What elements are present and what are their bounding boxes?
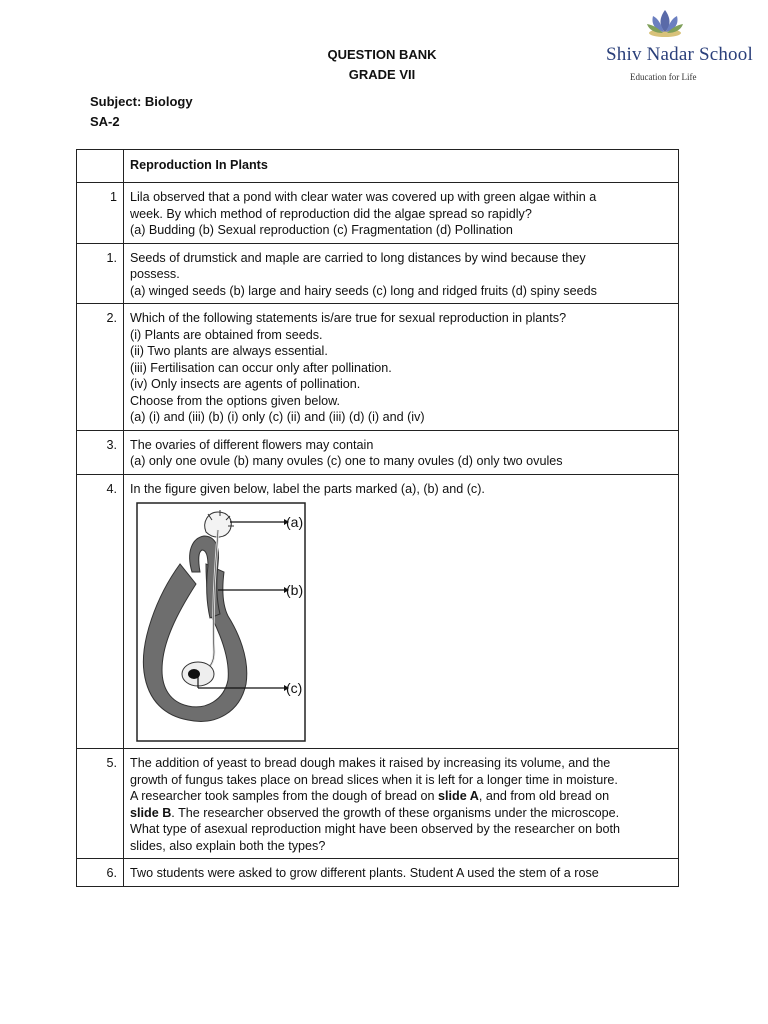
- question-line: (ii) Two plants are always essential.: [130, 344, 328, 358]
- question-line: In the figure given below, label the parts marked (a), (b) and (c).: [130, 481, 485, 496]
- pistil-figure: [136, 502, 306, 742]
- question-number: 6.: [77, 859, 124, 887]
- question-row: [77, 749, 679, 859]
- question-line: (a) winged seeds (b) large and hairy seeds (c) long and ridged fruits (d) spiny seeds: [130, 283, 597, 298]
- question-line: What type of asexual reproduction might have been observed by the researcher on both: [130, 822, 621, 836]
- question-line: (i) Plants are obtained from seeds.: [130, 327, 323, 342]
- question-number: 5.: [77, 749, 124, 859]
- page-title: QUESTION BANK: [327, 47, 437, 62]
- question-row: [77, 430, 679, 474]
- question-row: [77, 304, 679, 431]
- question-line: (a) Budding (b) Sexual reproduction (c) Fragmentation (d) Pollination: [130, 223, 513, 237]
- question-line: (a) (i) and (iii) (b) (i) only (c) (ii) and (iii) (d) (i) and (iv): [130, 410, 425, 424]
- question-line: Two students were asked to grow different plants. Student A used the stem of a rose: [130, 866, 599, 880]
- question-row: [77, 183, 679, 244]
- question-line: Seeds of drumstick and maple are carried to long distances by wind because they: [130, 250, 586, 265]
- figure-label-b: (b): [286, 582, 304, 598]
- question-line: The ovaries of different flowers may contain: [130, 437, 374, 452]
- question-line: [130, 788, 672, 805]
- question-row: [77, 859, 679, 887]
- question-text: [124, 474, 679, 749]
- term-label: SA-2: [90, 114, 120, 129]
- question-line: [130, 805, 672, 822]
- question-text: [124, 430, 679, 474]
- number-cell: [77, 150, 124, 183]
- pistil-diagram: [136, 502, 306, 742]
- question-line: The addition of yeast to bread dough makes it raised by increasing its volume, and the: [130, 756, 611, 770]
- grade-heading: GRADE VII: [348, 67, 416, 82]
- question-line: growth of fungus takes place on bread slices when it is left for a longer time in moisture.: [130, 772, 618, 787]
- question-line: Which of the following statements is/are true for sexual reproduction in plants?: [130, 311, 567, 325]
- table-header-row: [77, 150, 679, 183]
- question-number: 1.: [77, 243, 124, 304]
- question-line: slides, also explain both the types?: [130, 838, 326, 853]
- question-row: [77, 474, 679, 749]
- slide-a-label: slide A: [438, 789, 479, 803]
- slide-b-label: slide B: [130, 805, 172, 820]
- question-text: [124, 304, 679, 431]
- school-tagline: Education for Life: [630, 72, 697, 82]
- question-line: possess.: [130, 267, 180, 281]
- figure-label-a: (a): [286, 514, 304, 530]
- text-run: A researcher took samples from the dough of bread on: [130, 789, 439, 803]
- subject-label: Subject: Biology: [90, 94, 193, 109]
- school-logo: [603, 6, 753, 86]
- question-line: Choose from the options given below.: [130, 393, 341, 408]
- question-text: [124, 749, 679, 859]
- question-line: (iii) Fertilisation can occur only after pollination.: [130, 360, 392, 375]
- question-number: 1: [77, 183, 124, 244]
- question-line: (iv) Only insects are agents of pollination.: [130, 377, 361, 391]
- school-name: Shiv Nadar School: [606, 44, 753, 65]
- lotus-icon: [603, 6, 733, 46]
- question-text: [124, 183, 679, 244]
- question-number: 4.: [77, 474, 124, 749]
- text-run: . The researcher observed the growth of these organisms under the microscope.: [171, 805, 620, 820]
- question-row: [77, 243, 679, 304]
- question-text: [124, 243, 679, 304]
- question-text: [124, 859, 679, 887]
- text-run: , and from old bread on: [478, 789, 610, 803]
- figure-label-c: (c): [286, 680, 303, 696]
- question-number: 2.: [77, 304, 124, 431]
- question-table: [76, 149, 679, 887]
- question-line: (a) only one ovule (b) many ovules (c) one to many ovules (d) only two ovules: [130, 454, 563, 468]
- question-line: Lila observed that a pond with clear water was covered up with green algae within a: [130, 190, 597, 204]
- question-line: week. By which method of reproduction did the algae spread so rapidly?: [130, 206, 532, 221]
- section-title: Reproduction In Plants: [124, 150, 679, 183]
- question-number: 3.: [77, 430, 124, 474]
